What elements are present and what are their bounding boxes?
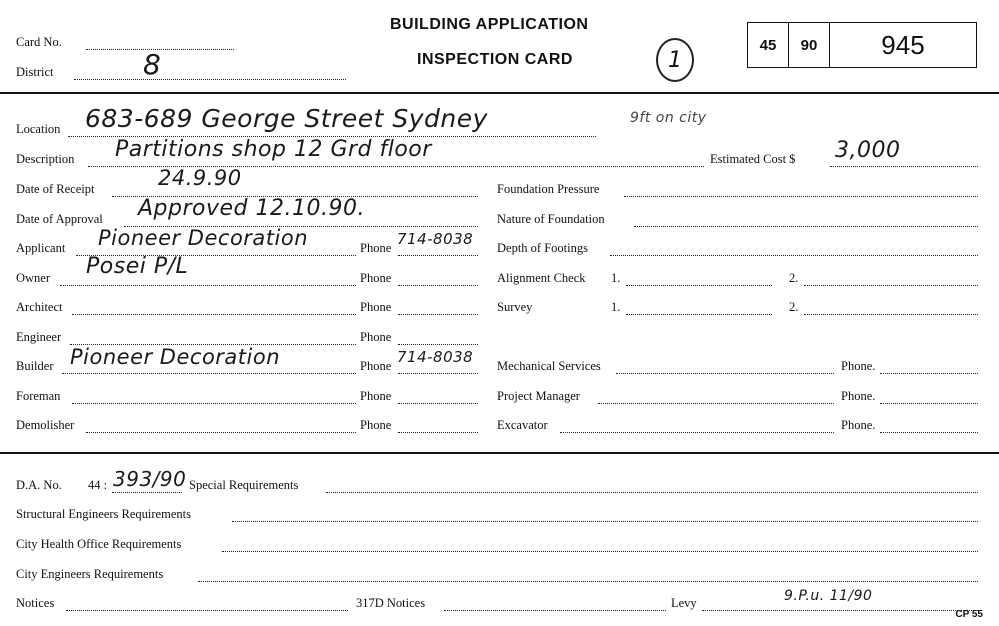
date-approval-value: Approved 12.10.90.	[138, 196, 365, 221]
owner-label: Owner	[16, 271, 51, 285]
structural-req-line	[232, 521, 978, 522]
da-label: D.A. No.	[16, 478, 62, 492]
date-approval-label: Date of Approval	[16, 212, 103, 226]
structural-req-label: Structural Engineers Requirements	[16, 507, 191, 521]
builder-label: Builder	[16, 359, 54, 373]
levy-label: Levy	[671, 596, 697, 610]
foreman-line	[72, 403, 356, 404]
applicant-phone-line	[398, 255, 478, 256]
header-divider	[0, 92, 999, 94]
alignment-check-label: Alignment Check	[497, 271, 586, 285]
description-label: Description	[16, 152, 75, 166]
317d-notices-line	[444, 610, 666, 611]
architect-phone-line	[398, 314, 478, 315]
da-value: 393/90	[113, 467, 187, 491]
title-line2: INSPECTION CARD	[417, 51, 573, 68]
depth-footings-line	[610, 255, 978, 256]
box-number-2: 90	[789, 23, 830, 67]
builder-value: Pioneer Decoration	[70, 345, 281, 369]
project-manager-phone-line	[880, 403, 978, 404]
builder-phone-label: Phone	[360, 359, 392, 373]
foundation-pressure-line	[624, 196, 978, 197]
owner-value: Posei P/L	[86, 254, 189, 279]
survey-num2: 2.	[789, 300, 799, 314]
location-value: 683-689 George Street Sydney	[85, 104, 488, 133]
nature-foundation-label: Nature of Foundation	[497, 212, 605, 226]
engineer-phone-label: Phone	[360, 330, 392, 344]
excavator-line	[560, 432, 834, 433]
district-line	[74, 79, 346, 80]
foreman-label: Foreman	[16, 389, 61, 403]
health-req-line	[222, 551, 978, 552]
demolisher-phone-line	[398, 432, 478, 433]
description-value: Partitions shop 12 Grd floor	[115, 137, 432, 162]
alignment-num1: 1.	[611, 271, 621, 285]
form-code: CP 55	[955, 609, 983, 620]
owner-line	[60, 285, 356, 286]
mechanical-line	[616, 373, 834, 374]
estimated-cost-label: Estimated Cost $	[710, 152, 796, 166]
notices-label: Notices	[16, 596, 55, 610]
applicant-label: Applicant	[16, 241, 66, 255]
card-number-box	[747, 22, 977, 68]
project-manager-label: Project Manager	[497, 389, 580, 403]
levy-value: 9.P.u. 11/90	[784, 588, 873, 604]
location-label: Location	[16, 122, 61, 136]
nature-foundation-line	[634, 226, 978, 227]
health-req-label: City Health Office Requirements	[16, 537, 182, 551]
excavator-label: Excavator	[497, 418, 548, 432]
project-manager-line	[598, 403, 834, 404]
section-divider	[0, 452, 999, 454]
demolisher-line	[86, 432, 356, 433]
date-receipt-label: Date of Receipt	[16, 182, 95, 196]
survey-line2	[804, 314, 978, 315]
notices-line	[66, 610, 348, 611]
builder-line	[62, 373, 356, 374]
da-prefix: 44 :	[88, 478, 108, 492]
demolisher-label: Demolisher	[16, 418, 75, 432]
survey-num1: 1.	[611, 300, 621, 314]
mechanical-phone-line	[880, 373, 978, 374]
box-number-1: 45	[748, 23, 789, 67]
demolisher-phone-label: Phone	[360, 418, 392, 432]
card-no-label: Card No.	[16, 35, 62, 49]
district-value: 8	[143, 48, 162, 81]
date-receipt-value: 24.9.90	[158, 166, 242, 190]
owner-phone-label: Phone	[360, 271, 392, 285]
builder-phone-line	[398, 373, 478, 374]
applicant-value: Pioneer Decoration	[98, 226, 309, 250]
architect-line	[72, 314, 356, 315]
district-label: District	[16, 65, 54, 79]
excavator-phone-label: Phone.	[841, 418, 876, 432]
estimated-cost-line	[830, 166, 978, 167]
alignment-line2	[804, 285, 978, 286]
location-note: 9ft on city	[630, 110, 707, 126]
excavator-phone-line	[880, 432, 978, 433]
title-line1: BUILDING APPLICATION	[390, 16, 589, 33]
applicant-phone-value: 714-8038	[397, 230, 474, 248]
city-eng-req-line	[198, 581, 978, 582]
foreman-phone-line	[398, 403, 478, 404]
da-line	[112, 492, 182, 493]
alignment-line1	[626, 285, 772, 286]
circled-mark: 1	[656, 38, 694, 82]
survey-line1	[626, 314, 772, 315]
engineer-label: Engineer	[16, 330, 62, 344]
mechanical-label: Mechanical Services	[497, 359, 601, 373]
city-eng-req-label: City Engineers Requirements	[16, 567, 164, 581]
foreman-phone-label: Phone	[360, 389, 392, 403]
depth-footings-label: Depth of Footings	[497, 241, 588, 255]
owner-phone-line	[398, 285, 478, 286]
levy-line	[702, 610, 978, 611]
box-number-3: 945	[881, 29, 925, 60]
architect-phone-label: Phone	[360, 300, 392, 314]
project-manager-phone-label: Phone.	[841, 389, 876, 403]
survey-label: Survey	[497, 300, 533, 314]
architect-label: Architect	[16, 300, 63, 314]
estimated-cost-value: 3,000	[835, 138, 901, 163]
applicant-phone-label: Phone	[360, 241, 392, 255]
317d-notices-label: 317D Notices	[356, 596, 426, 610]
alignment-num2: 2.	[789, 271, 799, 285]
mechanical-phone-label: Phone.	[841, 359, 876, 373]
engineer-phone-line	[398, 344, 478, 345]
foundation-pressure-label: Foundation Pressure	[497, 182, 600, 196]
special-req-label: Special Requirements	[189, 478, 299, 492]
builder-phone-value: 714-8038	[397, 348, 474, 366]
special-req-line	[326, 492, 978, 493]
